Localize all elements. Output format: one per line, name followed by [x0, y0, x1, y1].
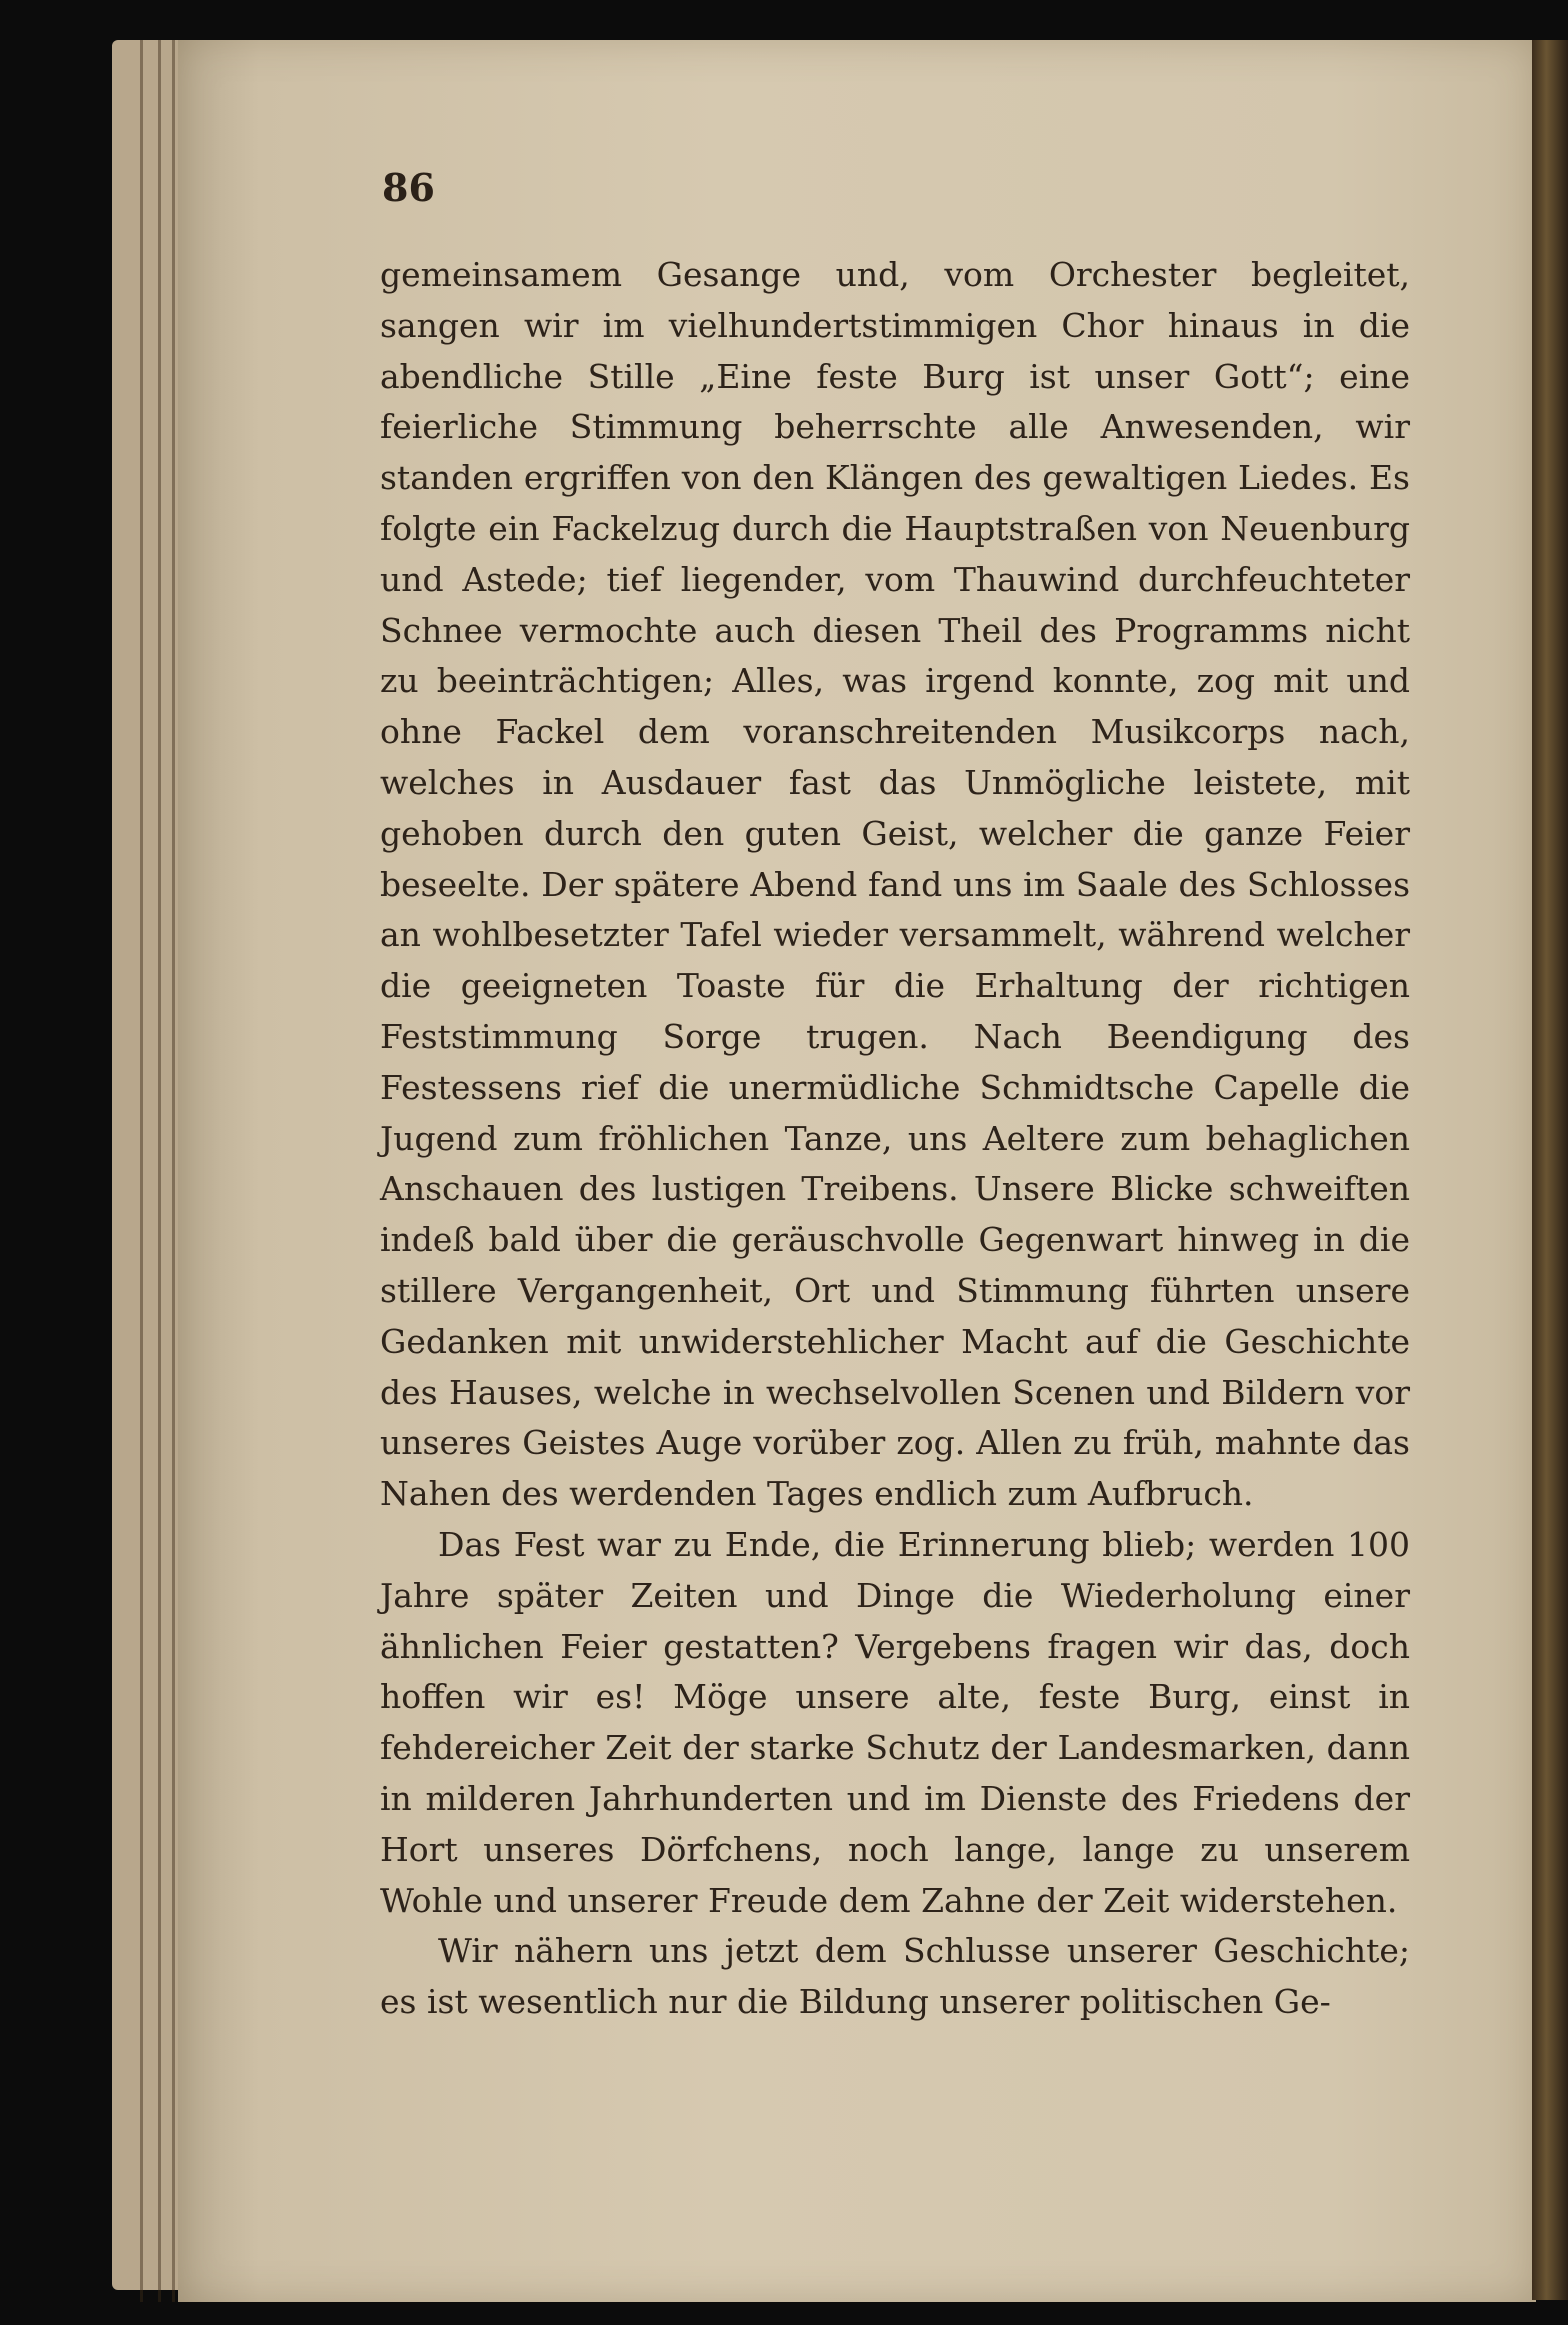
- body-text: [380, 250, 1410, 2028]
- paragraph: gemeinsamem Gesange und, vom Orchester begleitet, sangen wir im vielhundertstimmigen Chor hinaus in die abendliche Stille „Eine feste Burg ist unser Gott“; eine feierliche Stimmung beherrschte alle Anwesenden, wir standen ergriffen von den Klängen des gewaltigen Liedes. Es folgte ein Fackelzug durch die Hauptstraßen von Neuenburg und Astede; tief liegender, vom Thauwind durchfeuchteter Schnee vermochte auch diesen Theil des Programms nicht zu beeinträchtigen; Alles, was irgend konnte, zog mit und ohne Fackel dem voranschreitenden Musikcorps nach, welches in Ausdauer fast das Unmögliche leistete, mit gehoben durch den guten Geist, welcher die ganze Feier beseelte. Der spätere Abend fand uns im Saale des Schlosses an wohlbesetzter Tafel wieder versammelt, während welcher die geeigneten Toaste für die Erhaltung der richtigen Feststimmung Sorge trugen. Nach Beendigung des Festessens rief die unermüdliche Schmidtsche Capelle die Jugend zum fröhlichen Tanze, uns Aeltere zum behaglichen Anschauen des lustigen Treibens. Unsere Blicke schweiften indeß bald über die geräuschvolle Gegenwart hinweg in die stillere Vergangenheit, Ort und Stimmung führten unsere Gedanken mit unwiderstehlicher Macht auf die Geschichte des Hauses, welche in wechselvollen Scenen und Bildern vor unseres Geistes Auge vorüber zog. Allen zu früh, mahnte das Nahen des werdenden Tages endlich zum Aufbruch.: [380, 255, 1410, 1514]
- book-gutter: [1532, 40, 1568, 2300]
- paragraph: Wir nähern uns jetzt dem Schlusse unserer Geschichte; es ist wesentlich nur die Bildung unserer politischen Ge-: [380, 1931, 1410, 2022]
- page-edge-line: [140, 40, 143, 2302]
- paragraph: Das Fest war zu Ende, die Erinnerung blieb; werden 100 Jahre später Zeiten und Dinge die Wiederholung einer ähnlichen Feier gestatten? Vergebens fragen wir das, doch hoffen wir es! Möge unsere alte, feste Burg, einst in fehdereicher Zeit der starke Schutz der Landesmarken, dann in milderen Jahrhunderten und im Dienste des Friedens der Hort unseres Dörfchens, noch lange, lange zu unserem Wohle und unserer Freude dem Zahne der Zeit widerstehen.: [380, 1524, 1410, 1920]
- page-number: 86: [382, 165, 435, 210]
- page-edge-line: [158, 40, 161, 2302]
- page-edge-line: [172, 40, 175, 2302]
